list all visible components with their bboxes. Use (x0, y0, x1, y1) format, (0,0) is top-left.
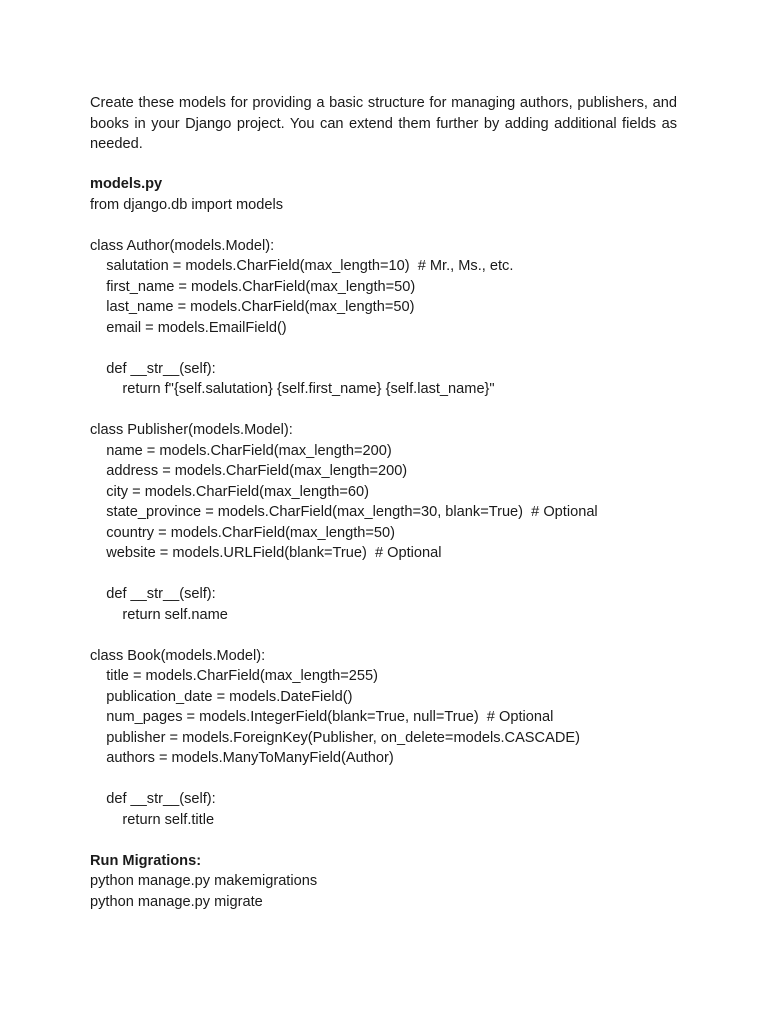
section-heading: Run Migrations: (90, 852, 202, 869)
code-line: def __str__(self): (90, 360, 216, 377)
code-line: num_pages = models.IntegerField(blank=True, null=True) # Optional (90, 709, 554, 725)
code-line: class Author(models.Model): (90, 237, 275, 254)
code-line: website = models.URLField(blank=True) # Optional (90, 545, 442, 561)
code-line: address = models.CharField(max_length=200) (90, 463, 408, 479)
blank-line (90, 338, 690, 359)
code-line: publisher = models.ForeignKey(Publisher, on_delete=models.CASCADE) (90, 729, 580, 746)
code-line: state_province = models.CharField(max_length=30, blank=True) # Optional (90, 504, 598, 520)
code-line: email = models.EmailField() (90, 319, 287, 336)
code-line: class Book(models.Model): (90, 647, 266, 664)
code-line: python manage.py migrate (90, 893, 263, 910)
blank-line (90, 830, 690, 851)
code-line: def __str__(self): (90, 586, 216, 602)
code-line: title = models.CharField(max_length=255) (90, 668, 378, 684)
blank-line (90, 400, 690, 421)
code-line: salutation = models.CharField(max_length=10) # Mr., Ms., etc. (90, 258, 514, 274)
code-line: def __str__(self): (90, 791, 216, 807)
code-line: python manage.py makemigrations (90, 873, 318, 889)
code-line: class Publisher(models.Model): (90, 422, 293, 438)
code-line: return self.title (90, 811, 215, 828)
code-line: authors = models.ManyToManyField(Author) (90, 750, 394, 766)
intro-paragraph: Create these models for providing a basic structure for managing authors, publishers, and books in your Django project. You can extend them further by adding additional fields as needed. (90, 95, 677, 152)
section-heading: models.py (90, 176, 163, 192)
blank-line (90, 564, 690, 585)
code-listing (90, 174, 690, 912)
code-line: last_name = models.CharField(max_length=50) (90, 299, 415, 315)
code-line: name = models.CharField(max_length=200) (90, 442, 392, 459)
code-line: publication_date = models.DateField() (90, 688, 353, 705)
code-line: from django.db import models (90, 196, 284, 213)
blank-line (90, 215, 690, 236)
code-line: return f"{self.salutation} {self.first_name} {self.last_name}" (90, 381, 495, 397)
blank-line (90, 769, 690, 790)
code-line: city = models.CharField(max_length=60) (90, 483, 370, 500)
code-line: country = models.CharField(max_length=50) (90, 524, 395, 541)
code-line: return self.name (90, 606, 228, 623)
code-line: first_name = models.CharField(max_length=50) (90, 278, 416, 295)
blank-line (90, 625, 690, 646)
